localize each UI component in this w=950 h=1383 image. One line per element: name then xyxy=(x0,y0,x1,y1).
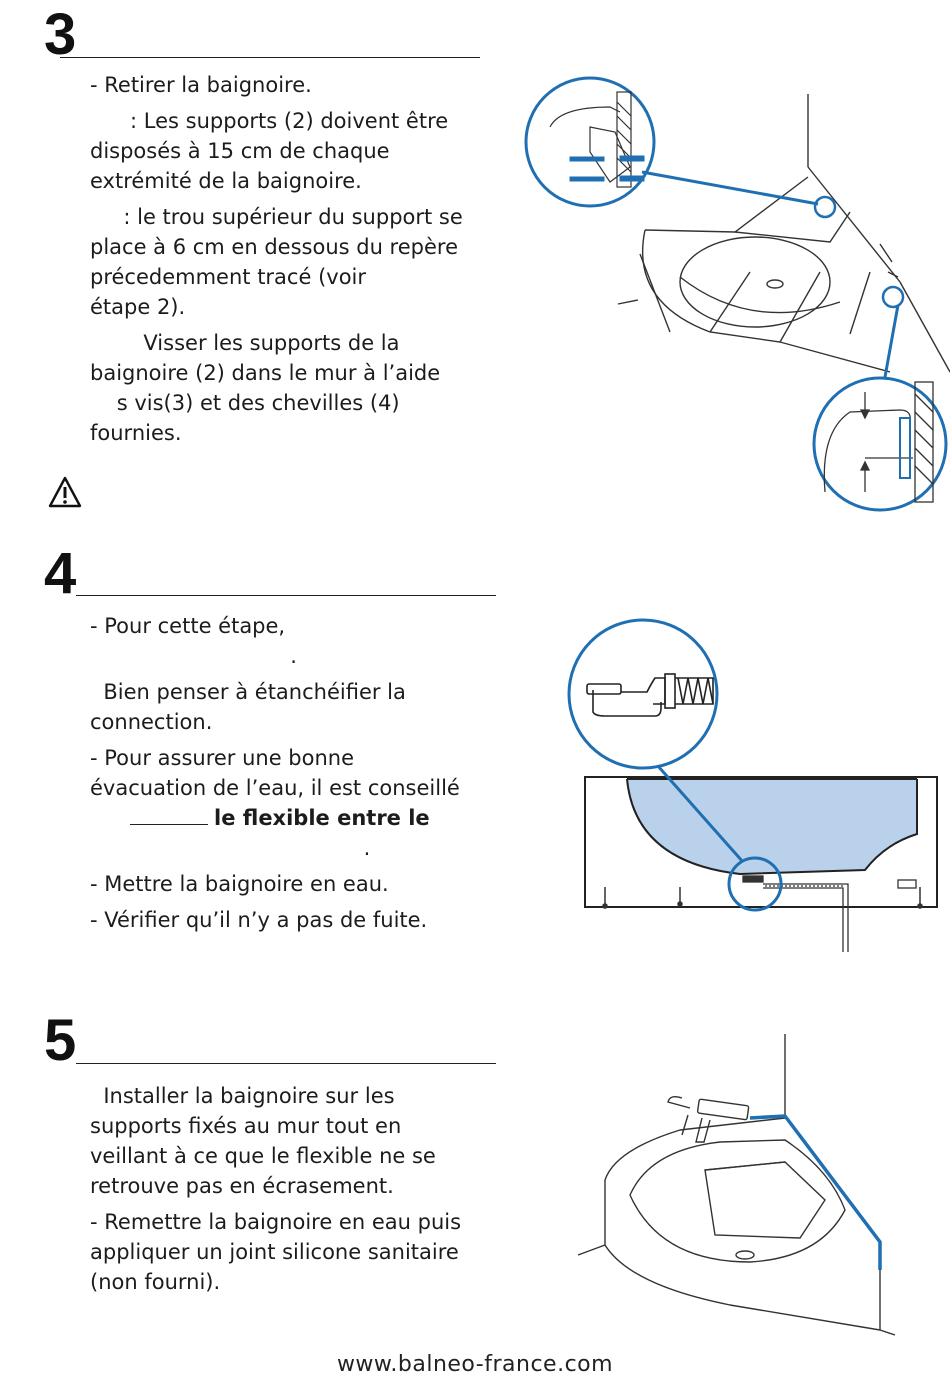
step-3-line: s vis(3) et des chevilles (4) xyxy=(90,391,400,415)
step-3-line: Visser les supports de la xyxy=(90,331,400,355)
step-4-line: . xyxy=(90,644,297,668)
step-5-line: veillant à ce que le flexible ne se xyxy=(90,1144,436,1168)
step-5-illustration xyxy=(570,1030,910,1340)
step-4-line: évacuation de l’eau, il est conseillé xyxy=(90,776,460,800)
warning-triangle-icon xyxy=(48,476,82,508)
step-4-line: . xyxy=(90,836,371,860)
step-3-line: extrémité de la baignoire. xyxy=(90,169,362,193)
step-3-line: : le trou supérieur du support se xyxy=(90,205,463,229)
footer-url[interactable]: www.balneo-france.com xyxy=(336,1352,614,1377)
step-5-line: supports fixés au mur tout en xyxy=(90,1114,402,1138)
step-3-line: disposés à 15 cm de chaque xyxy=(90,139,390,163)
step-4-line: - Vérifier qu’il n’y a pas de fuite. xyxy=(90,908,428,932)
step-3-text xyxy=(90,70,463,454)
step-3-line: - Retirer la baignoire. xyxy=(90,73,312,97)
step-3-line: place à 6 cm en dessous du repère xyxy=(90,235,458,259)
step-4-line: - Mettre la baignoire en eau. xyxy=(90,872,389,896)
step-4-line: - Pour assurer une bonne xyxy=(90,746,355,770)
step-4-line: Bien penser à étanchéifier la xyxy=(90,680,406,704)
step-5-line: appliquer un joint silicone sanitaire xyxy=(90,1240,459,1264)
step-4-bold-line xyxy=(90,803,460,833)
step-5-line: retrouve pas en écrasement. xyxy=(90,1174,394,1198)
step-3-number: 3 xyxy=(44,2,77,67)
blank-underline xyxy=(130,804,208,825)
step-3-line: : Les supports (2) doivent être xyxy=(90,109,449,133)
step-3-rule xyxy=(60,57,480,58)
step-5-number: 5 xyxy=(44,1008,77,1073)
step-3-line: baignoire (2) dans le mur à l’aide xyxy=(90,361,441,385)
step-4-illustration xyxy=(565,612,945,962)
step-4-rule xyxy=(76,595,496,596)
step-3-line: fournies. xyxy=(90,421,182,445)
step-5-line: Installer la baignoire sur les xyxy=(90,1084,395,1108)
step-5-rule xyxy=(76,1063,496,1064)
step-4-line: - Pour cette étape, xyxy=(90,614,286,638)
step-3-illustration xyxy=(520,72,950,512)
step-4-bold-text: le flexible entre le xyxy=(214,806,430,830)
step-3-line: étape 2). xyxy=(90,295,186,319)
step-4-line: connection. xyxy=(90,710,213,734)
step-4-number: 4 xyxy=(44,541,77,606)
step-3-line: précedemment tracé (voir xyxy=(90,265,367,289)
step-5-line: (non fourni). xyxy=(90,1270,221,1294)
step-5-text xyxy=(90,1081,461,1303)
step-4-text xyxy=(90,611,460,941)
step-5-line: - Remettre la baignoire en eau puis xyxy=(90,1210,462,1234)
